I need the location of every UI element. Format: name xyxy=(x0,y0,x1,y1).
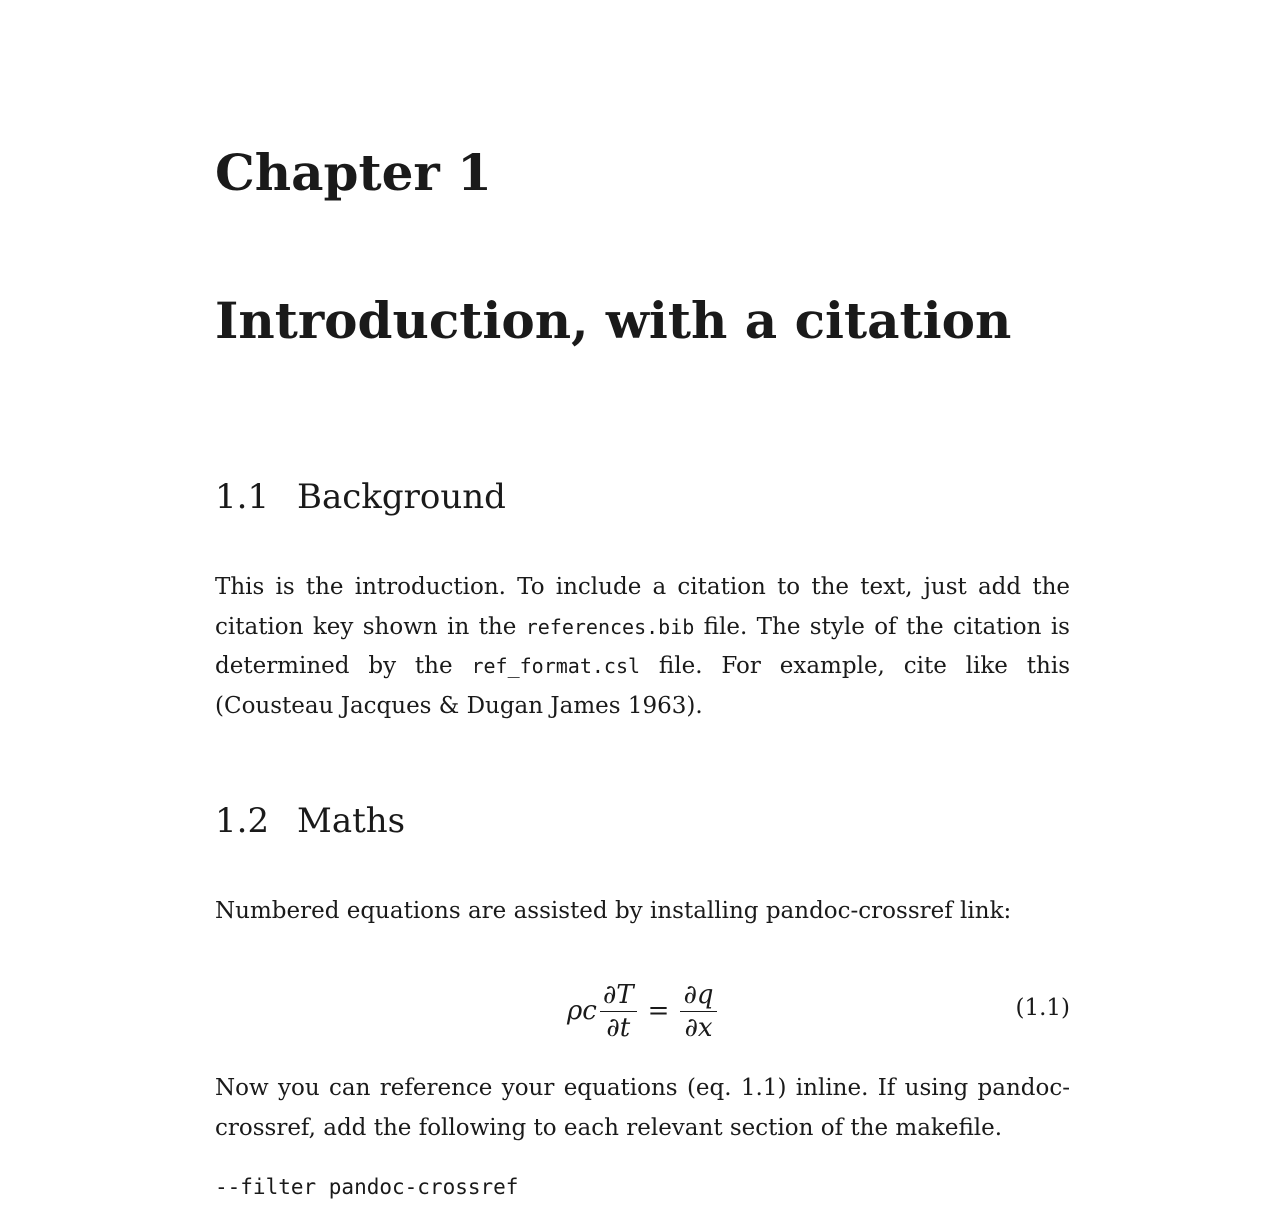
equation-number: (1.1) xyxy=(1015,995,1070,1021)
section-number: 1.1 xyxy=(215,477,270,517)
fraction-denominator: ∂x xyxy=(684,1012,713,1043)
chapter-label: Chapter 1 xyxy=(215,143,492,202)
equation-lhs-prefix: ρc xyxy=(567,996,597,1026)
fraction-numerator: ∂T xyxy=(600,979,637,1012)
inline-code-ref-format-csl: ref_format.csl xyxy=(471,654,641,678)
code-block-filter: --filter pandoc-crossref xyxy=(215,1175,519,1199)
numbered-equation xyxy=(215,975,1070,1047)
equals-sign: = xyxy=(647,996,670,1026)
section-heading-maths xyxy=(215,801,406,841)
fraction-numerator: ∂q xyxy=(680,979,716,1012)
section-heading-background xyxy=(215,477,506,517)
background-paragraph xyxy=(215,568,1070,726)
equation-fraction-lhs xyxy=(600,979,637,1044)
section-title: Background xyxy=(297,477,506,517)
equation-body xyxy=(567,975,720,1047)
equation-fraction-rhs xyxy=(680,979,716,1044)
chapter-title: Introduction, with a citation xyxy=(215,291,1012,350)
inline-code-references-bib: references.bib xyxy=(525,614,695,639)
maths-paragraph: Numbered equations are assisted by installing pandoc-crossref link: xyxy=(215,898,1012,924)
fraction-denominator: ∂t xyxy=(606,1012,631,1043)
paragraph-text: file. The style of the citation is determined by the xyxy=(215,613,1070,679)
section-title: Maths xyxy=(297,801,406,841)
section-number: 1.2 xyxy=(215,801,270,841)
paragraph-text: file. For example, cite like this (Cousteau Jacques & Dugan James 1963). xyxy=(215,653,1070,719)
paragraph-text: This is the introduction. To include a citation to the text, just add the citation key shown in the xyxy=(215,574,1070,640)
reference-paragraph: Now you can reference your equations (eq. 1.1) inline. If using pandoc-crossref, add the following to each relevant section of the makefile. xyxy=(215,1075,1070,1141)
